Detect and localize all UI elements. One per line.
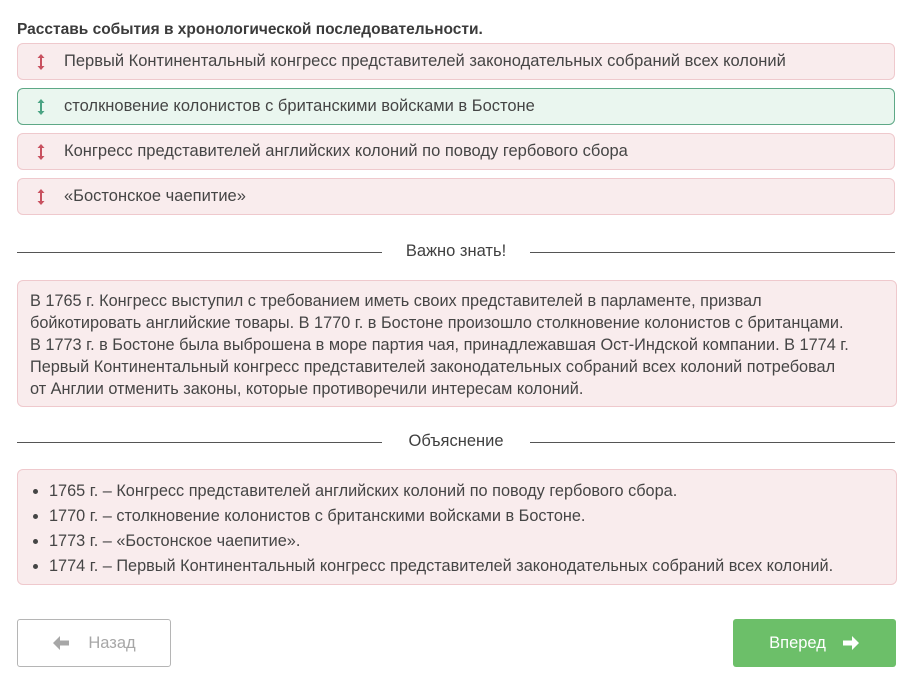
info-line: В 1773 г. в Бостоне была выброшена в море партия чая, принадлежавшая Ост-Индской компании. В 1774 г.: [30, 336, 849, 354]
important-divider: [17, 242, 895, 262]
back-button-label: Назад: [88, 633, 136, 652]
updown-arrow-icon: [18, 53, 64, 71]
info-line: от Англии отменить законы, которые противоречили интересам колоний.: [30, 380, 584, 398]
arrow-right-icon: [842, 635, 860, 651]
explanation-item: • 1774 г. – Первый Континентальный конгресс представителей законодательных собраний всех колоний.: [49, 554, 884, 579]
arrow-left-icon: [52, 635, 70, 651]
updown-arrow-icon: [18, 188, 64, 206]
info-line: Первый Континентальный конгресс представителей законодательных собраний всех колоний потребовал: [30, 358, 836, 376]
explanation-list: [30, 479, 884, 579]
next-button[interactable]: [733, 619, 896, 667]
sortable-item[interactable]: [17, 178, 895, 215]
info-line: В 1765 г. Конгресс выступил с требованием иметь своих представителей в парламенте, призвал: [30, 292, 762, 310]
explanation-item: • 1773 г. – «Бостонское чаепитие».: [49, 529, 884, 554]
updown-arrow-icon: [18, 98, 64, 116]
sortable-item-label: Первый Континентальный конгресс представителей законодательных собраний всех колоний: [64, 52, 786, 70]
explanation-box: [17, 469, 897, 585]
sortable-item-label: Конгресс представителей английских колоний по поводу гербового сбора: [64, 142, 628, 160]
sortable-item[interactable]: [17, 133, 895, 170]
important-info-box: [17, 280, 897, 407]
sortable-item-label: «Бостонское чаепитие»: [64, 187, 246, 205]
task-title: Расставь события в хронологической последовательности.: [17, 21, 483, 38]
sortable-item[interactable]: [17, 88, 895, 125]
info-line: бойкотировать английские товары. В 1770 г. в Бостоне произошло столкновение колонистов с британцами.: [30, 314, 844, 332]
next-button-label: Вперед: [769, 633, 826, 652]
divider-line: [530, 252, 895, 253]
sortable-item[interactable]: [17, 43, 895, 80]
explanation-item: • 1770 г. – столкновение колонистов с британскими войсками в Бостоне.: [49, 504, 884, 529]
explanation-heading: Объяснение: [408, 432, 504, 450]
sortable-item-label: столкновение колонистов с британскими войсками в Бостоне: [64, 97, 535, 115]
updown-arrow-icon: [18, 143, 64, 161]
back-button[interactable]: [17, 619, 171, 667]
explanation-divider: [17, 432, 895, 452]
explanation-item: • 1765 г. – Конгресс представителей английских колоний по поводу гербового сбора.: [49, 479, 884, 504]
important-heading: Важно знать!: [405, 242, 507, 260]
divider-line: [530, 442, 895, 443]
